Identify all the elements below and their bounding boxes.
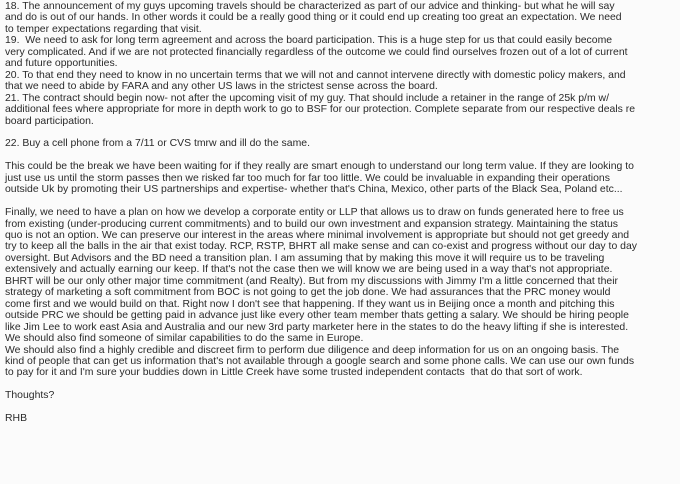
text-line: strategy of marketing a soft commitment from BOC is not going to get the job done. We had assurances that the PRC money would [5, 287, 611, 299]
signature-initials: RHB [5, 413, 28, 425]
item-20-paragraph [5, 70, 674, 93]
text-line: that we need to abide by FARA and any other US laws in the strictest sense across the board. [5, 81, 438, 93]
text-line: kind of people that can get us information that's not available through a google search and some phone calls. We can use our own funds [5, 356, 635, 367]
text-line: come first and we would build on that. Right now I don't see that happening. If they want us in Beijing once a month and pitching this [5, 298, 615, 310]
text-line: 21. The contract should begin now- not after the upcoming visit of my guy. That should include a retainer in the range of 25k p/m w/ [5, 92, 609, 104]
text-line: BHRT will be our only other major time commitment (and Realty). But from my discussions with Jimmy I'm a little concerned that their [5, 275, 618, 287]
thoughts-line [5, 390, 674, 401]
text-line: very complicated. And if we are not protected financially regardless of the outcome we could find ourselves frozen out of a lot of current [5, 46, 628, 58]
text-line: 20. To that end they need to know in no uncertain terms that we will not and cannot intervene directly with domestic policy makers, and [5, 69, 626, 81]
text-line: 22. Buy a cell phone from a 7/11 or CVS tmrw and ill do the same. [5, 138, 310, 150]
text-line: Thoughts? [5, 390, 55, 402]
item-22-paragraph [5, 138, 674, 149]
break-paragraph [5, 161, 674, 195]
text-line: 19. We need to ask for long term agreement and across the board participation. This is a huge step for us that could easily become [5, 35, 613, 47]
text-line: board participation. [5, 115, 94, 127]
text-line: try to keep all the balls in the air that exist today. RCP, RSTP, BHRT all make sense and can co-exist and progress without our day to day [5, 241, 637, 253]
text-line: like Jim Lee to work east Asia and Australia and our new 3rd party marketer here in the states to do the heavy lifting if she is interested. [5, 321, 629, 333]
text-line: oversight. But Advisors and the BD need a transition plan. I am assuming that by making this move it will require us to be traveling [5, 252, 605, 264]
text-line: We should also find a highly credible and discreet firm to perform due diligence and deep information for us on an ongoing basis. The [5, 344, 620, 356]
item-21-paragraph [5, 93, 674, 127]
paragraph-gap [5, 150, 674, 161]
paragraph-gap [5, 127, 674, 138]
text-line: additional fees where appropriate for more in depth work to go to BSF for our protection. Complete separate from our respective deals re [5, 104, 636, 116]
text-line: 18. The announcement of my guys upcoming travels should be characterized as part of our advice and thinking- but what he will say [5, 1, 615, 12]
paragraph-gap [5, 379, 674, 390]
text-line: and future opportunities. [5, 58, 118, 70]
finally-paragraph [5, 207, 674, 379]
text-line: extensively and actually earning our keep. If that's not the case then we will know we are being used in a way that's not appropriate. [5, 264, 613, 276]
paragraph-gap [5, 196, 674, 207]
item-18-paragraph [5, 1, 674, 35]
text-line: to temper expectations regarding that visit. [5, 23, 202, 35]
text-line: We should also find someone of similar capabilities to do the same in Europe. [5, 333, 364, 345]
text-line: to pay for it and I'm sure your buddies down in Little Creek have some trusted independent contacts that do that sort of work. [5, 367, 583, 379]
item-19-paragraph [5, 35, 674, 69]
text-line: quo is not an option. We can preserve our interest in the areas where minimal involvement is appropriate but should not get greedy and [5, 230, 630, 242]
text-line: just use us until the storm passes then we risked far too much for far too little. We could be invaluable in expanding their operations [5, 172, 610, 184]
text-line: from existing (under-producing current commitments) and to build our own investment and expansion strategy. Maintaining the status [5, 218, 619, 230]
text-line: This could be the break we have been waiting for if they really are smart enough to understand our long term value. If they are looking to [5, 161, 634, 173]
signature [5, 413, 674, 424]
text-line: Finally, we need to have a plan on how we develop a corporate entity or LLP that allows us to draw on funds generated here to free us [5, 207, 624, 219]
text-line: outside PRC we should be getting paid in advance just like every other team member thats getting a salary. We should be hiring people [5, 310, 629, 322]
text-line: outside Uk by promoting their US partnerships and expertise- whether that's China, Mexico, other parts of the Black Sea, Poland etc... [5, 184, 623, 196]
text-line: and do is out of our hands. In other words it could be a really good thing or it could end up creating too great an expectation. We need [5, 12, 622, 24]
paragraph-gap [5, 402, 674, 413]
